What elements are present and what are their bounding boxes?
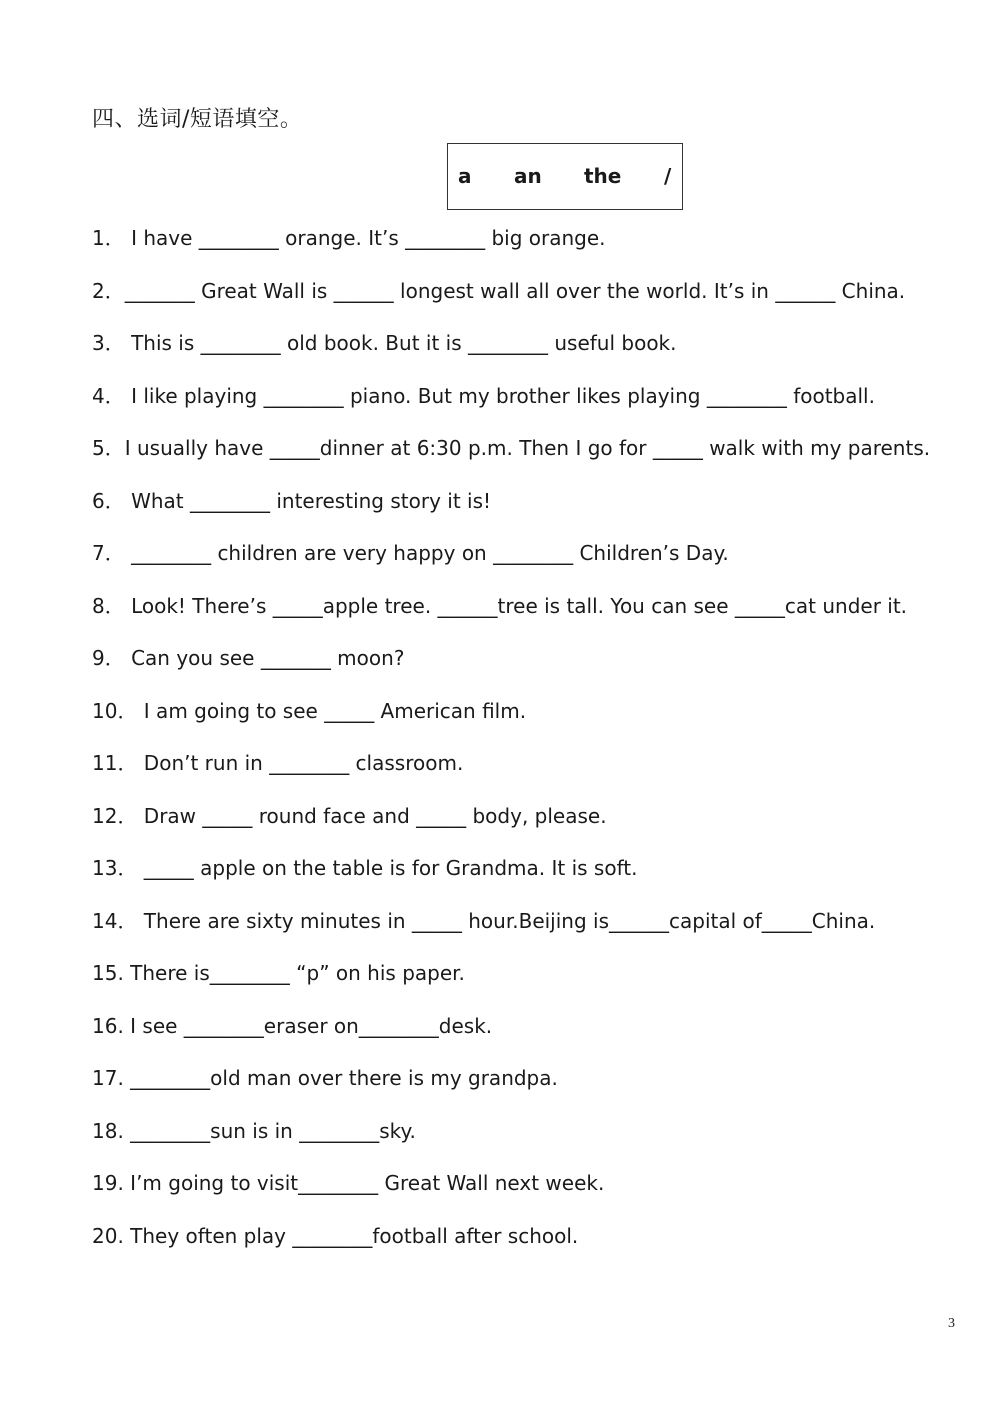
word-bank-box bbox=[447, 143, 683, 210]
question-item: 11． Don’t run in ________ classroom. bbox=[92, 751, 464, 775]
question-item: 15. There is________ “p” on his paper. bbox=[92, 961, 465, 985]
question-item: 7． ________ children are very happy on ________ Children’s Day. bbox=[92, 541, 729, 565]
question-item: 5．I usually have _____dinner at 6:30 p.m. Then I go for _____ walk with my parents. bbox=[92, 436, 931, 460]
question-item: 8． Look! There’s _____apple tree. ______tree is tall. You can see _____cat under it. bbox=[92, 593, 908, 618]
question-item: 18. ________sun is in ________sky. bbox=[92, 1118, 416, 1143]
word-bank-option: the bbox=[584, 164, 622, 188]
question-item: 4． I like playing ________ piano. But my brother likes playing ________ football. bbox=[92, 383, 875, 408]
question-item: 9． Can you see _______ moon? bbox=[92, 646, 405, 670]
question-item: 1． I have ________ orange. It’s ________ big orange. bbox=[92, 226, 606, 250]
question-item: 12． Draw _____ round face and _____ body, please. bbox=[92, 803, 607, 828]
word-bank-option: / bbox=[664, 164, 672, 188]
question-item: 13． _____ apple on the table is for Grandma. It is soft. bbox=[92, 856, 638, 880]
question-item: 16. I see ________eraser on________desk. bbox=[92, 1013, 493, 1038]
section-heading: 四、选词/短语填空。 bbox=[92, 107, 303, 132]
question-list bbox=[92, 222, 972, 1272]
word-bank-option: a bbox=[458, 164, 472, 188]
question-item: 17. ________old man over there is my grandpa. bbox=[92, 1066, 558, 1090]
question-item: 20. They often play ________football after school. bbox=[92, 1223, 579, 1248]
question-item: 2．_______ Great Wall is ______ longest wall all over the world. It’s in ______ China. bbox=[92, 278, 906, 303]
question-item: 6． What ________ interesting story it is! bbox=[92, 488, 492, 513]
page-number: 3 bbox=[948, 1316, 955, 1331]
word-bank-option: an bbox=[514, 164, 542, 188]
question-item: 3． This is ________ old book. But it is ________ useful book. bbox=[92, 331, 677, 355]
question-item: 19. I’m going to visit________ Great Wall next week. bbox=[92, 1171, 605, 1195]
question-item: 14． There are sixty minutes in _____ hour.Beijing is______capital of_____China. bbox=[92, 908, 876, 933]
question-item: 10． I am going to see _____ American film. bbox=[92, 698, 527, 723]
